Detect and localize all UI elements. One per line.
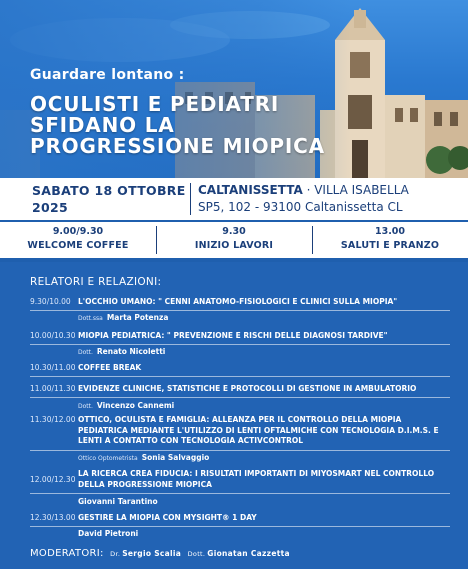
item-speaker bbox=[78, 313, 168, 322]
item-title: MIOPIA PEDIATRICA: " PREVENZIONE E RISCHI DELLE DIAGNOSI TARDIVE" bbox=[78, 331, 388, 340]
divider bbox=[30, 376, 450, 377]
moderator-prefix: Dr. bbox=[110, 550, 121, 558]
event-address: SP5, 102 - 93100 Caltanissetta CL bbox=[198, 200, 403, 214]
item-speaker bbox=[78, 497, 158, 506]
schedule-time: 9.00/9.30 bbox=[52, 226, 104, 237]
divider bbox=[30, 493, 450, 494]
program-section bbox=[0, 262, 468, 569]
moderators-label: MODERATORI: bbox=[30, 548, 104, 559]
date-line: 2025 bbox=[32, 200, 68, 215]
schedule-bar bbox=[0, 222, 468, 258]
speaker-name: Sonia Salvaggio bbox=[141, 453, 210, 462]
speaker-name: Vincenzo Cannemi bbox=[96, 401, 175, 410]
item-time: 11.00/11.30 bbox=[30, 384, 76, 393]
speaker-prefix: Dott. bbox=[78, 349, 93, 356]
schedule-item bbox=[156, 222, 312, 258]
speaker-name: Renato Nicoletti bbox=[96, 347, 166, 356]
item-title: EVIDENZE CLINICHE, STATISTICHE E PROTOCOLLI DI GESTIONE IN AMBULATORIO bbox=[78, 384, 417, 393]
schedule-time: 9.30 bbox=[222, 226, 246, 237]
item-title: COFFEE BREAK bbox=[78, 363, 142, 372]
schedule-label: WELCOME COFFEE bbox=[27, 240, 129, 251]
schedule-label: SALUTI E PRANZO bbox=[340, 240, 440, 251]
speaker-prefix: Dott.ssa bbox=[78, 315, 103, 322]
schedule-time: 13.00 bbox=[374, 226, 406, 237]
item-title: GESTIRE LA MIOPIA CON MYSIGHT® 1 DAY bbox=[78, 513, 257, 522]
divider bbox=[30, 310, 450, 311]
moderators bbox=[30, 548, 290, 559]
event-date bbox=[32, 182, 186, 216]
item-time: 12.30/13.00 bbox=[30, 513, 76, 522]
speaker-name: Giovanni Tarantino bbox=[78, 497, 158, 506]
speaker-name: Marta Potenza bbox=[106, 313, 169, 322]
item-title: LA RICERCA CREA FIDUCIA: I RISULTATI IMPORTANTI DI MIYOSMART NEL CONTROLLO DELLA PROGRESSIONE MIOPICA bbox=[78, 469, 435, 489]
event-info-bar bbox=[0, 178, 468, 220]
event-venue: · VILLA ISABELLA bbox=[302, 183, 409, 197]
event-location bbox=[198, 182, 409, 216]
item-speaker bbox=[78, 401, 174, 410]
item-speaker bbox=[78, 453, 209, 462]
headline-line: OCULISTI E PEDIATRI bbox=[30, 92, 280, 116]
divider bbox=[30, 526, 450, 527]
item-title: L'OCCHIO UMANO: " CENNI ANATOMO-FISIOLOGICI E CLINICI SULLA MIOPIA" bbox=[78, 297, 398, 306]
schedule-label: INIZIO LAVORI bbox=[194, 240, 274, 251]
hero-kicker: Guardare lontano : bbox=[30, 67, 185, 83]
item-speaker bbox=[78, 347, 165, 356]
schedule-item bbox=[312, 222, 468, 258]
speaker-name: David Pietroni bbox=[78, 529, 139, 538]
item-time: 11.30/12.00 bbox=[30, 415, 76, 424]
divider bbox=[30, 344, 450, 345]
moderator-prefix: Dott. bbox=[187, 550, 206, 558]
item-speaker bbox=[78, 529, 138, 538]
moderator-name: Sergio Scalia bbox=[122, 549, 182, 558]
hero-banner bbox=[0, 0, 468, 178]
moderator-name: Gionatan Cazzetta bbox=[207, 549, 290, 558]
divider bbox=[30, 450, 450, 451]
section-title: RELATORI E RELAZIONI: bbox=[30, 276, 162, 288]
item-title: OTTICO, OCULISTA E FAMIGLIA: ALLEANZA PER IL CONTROLLO DELLA MIOPIA PEDIATRICA MEDIANTE L'UTILIZZO DI LENTI OFTALMICHE CON TECNOLOGIA D.I.M.S. E LENTI A CONTATTO CON TECNOLOGIA ACTIVCONTROL bbox=[78, 415, 439, 445]
item-time: 10.00/10.30 bbox=[30, 331, 76, 340]
schedule-item bbox=[0, 222, 156, 258]
divider bbox=[30, 397, 450, 398]
hero-headline bbox=[30, 94, 350, 157]
date-line: SABATO 18 OTTOBRE bbox=[32, 183, 186, 198]
divider bbox=[190, 183, 191, 215]
headline-line: PROGRESSIONE MIOPICA bbox=[30, 134, 325, 158]
item-time: 9.30/10.00 bbox=[30, 297, 71, 306]
headline-line: SFIDANO LA bbox=[30, 113, 175, 137]
speaker-prefix: Dott. bbox=[78, 403, 93, 410]
speaker-prefix: Ottico Optometrista bbox=[78, 455, 138, 462]
item-time: 10.30/11.00 bbox=[30, 363, 76, 372]
item-time: 12.00/12.30 bbox=[30, 475, 76, 484]
event-city: CALTANISSETTA bbox=[198, 183, 303, 197]
